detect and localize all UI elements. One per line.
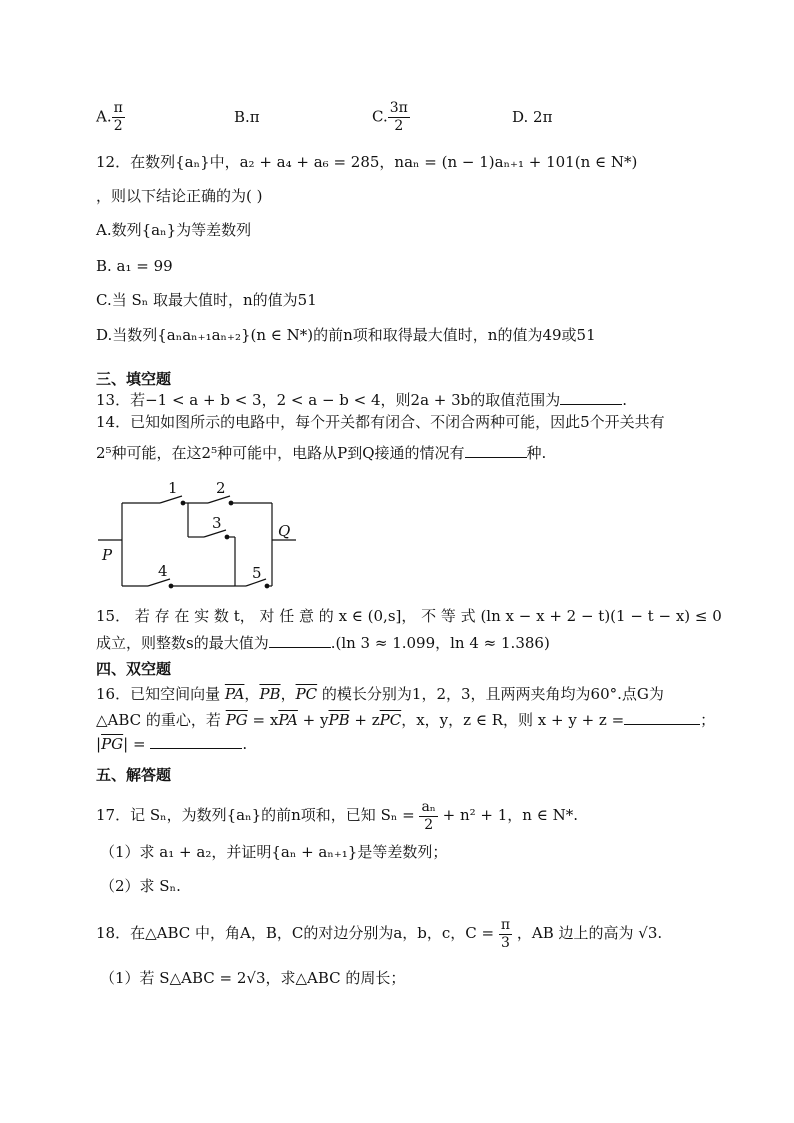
vector-pb: $\overline{PB}$: [328, 711, 350, 729]
denominator: 3: [501, 934, 510, 951]
circuit-diagram: [96, 474, 306, 594]
q14-tail: 种.: [526, 444, 547, 462]
q11-option-d: [512, 108, 552, 126]
q17-part-1: （1）求 a₁ + a₂，并证明{aₙ + aₙ₊₁}是等差数列；: [100, 843, 448, 861]
q16-text: 的模长分别为1，2，3，且两两夹角均为60°.点G为: [317, 685, 664, 703]
switch-1-label: 1: [168, 479, 178, 497]
answer-blank[interactable]: [560, 390, 622, 405]
switch-2: [208, 496, 230, 503]
fraction: [419, 799, 437, 834]
numerator: π: [113, 100, 123, 116]
q18-stem: [96, 914, 662, 952]
vector-pg: $\overline{PG}$: [225, 711, 248, 729]
q16-stem-cont2: [96, 734, 247, 754]
q14-text: 2⁵种可能，在这2⁵种可能中，电路从P到Q接通的情况有: [96, 444, 465, 462]
switch-4-label: 4: [158, 562, 168, 580]
abs-bar: |: [96, 735, 102, 753]
option-label: C.: [372, 107, 388, 126]
q12-option-b: B. a₁ = 99: [96, 257, 173, 275]
answer-blank[interactable]: [269, 633, 331, 648]
numerator: aₙ: [421, 798, 436, 815]
denominator: 2: [424, 816, 434, 833]
q16-text: 16．已知空间向量: [96, 685, 225, 703]
q16-text: ，x，y，z ∈ R，则 x + y + z =: [401, 711, 625, 729]
vector-pc: $\overline{PC}$: [295, 685, 318, 703]
q15-tail: .(ln 3 ≈ 1.099，ln 4 ≈ 1.386): [330, 634, 550, 652]
q11-option-c: [372, 100, 410, 135]
q12-option-a: A.数列{aₙ}为等差数列: [96, 221, 252, 239]
vector-pc: $\overline{PC}$: [379, 711, 402, 729]
q17-stem: [96, 796, 578, 834]
q18-text: ，AB 边上的高为 √3.: [516, 924, 663, 942]
q18-part-1: （1）若 S△ABC = 2√3，求△ABC 的周长；: [100, 969, 406, 987]
q12-stem-cont: ，则以下结论正确的为( ): [96, 187, 263, 205]
switch-4: [148, 579, 170, 586]
q13: [96, 390, 627, 410]
node-q-label: Q: [278, 522, 291, 540]
q14-stem: 14．已知如图所示的电路中，每个开关都有闭合、不闭合两种可能，因此5个开关共有: [96, 413, 665, 431]
option-label: A.: [96, 107, 112, 126]
section-heading-answer: 五、解答题: [96, 766, 172, 784]
option-label: D. 2π: [512, 108, 553, 126]
denominator: 2: [113, 118, 123, 134]
q16-stem-cont: [96, 710, 715, 730]
q17-part-2: （2）求 Sₙ.: [100, 877, 181, 895]
q17-text: 17．记 Sₙ，为数列{aₙ}的前n项和，已知 Sₙ =: [96, 806, 415, 824]
q16-text: = x: [247, 711, 279, 729]
q16-tail: ；: [700, 711, 716, 729]
vector-pa: $\overline{PA}$: [224, 685, 245, 703]
separator: ，: [280, 685, 296, 703]
q16-text: + y: [297, 711, 329, 729]
answer-blank[interactable]: [465, 443, 527, 458]
denominator: 2: [394, 118, 404, 134]
switch-1: [160, 496, 182, 503]
fraction: [388, 100, 410, 135]
q16-text: △ABC 的重心，若: [96, 711, 226, 729]
q11-option-a: [96, 100, 125, 135]
fraction: [499, 917, 512, 952]
node-p-label: P: [102, 546, 113, 564]
q14-stem-cont: [96, 443, 546, 463]
q12-option-c: C.当 Sₙ 取最大值时，n的值为51: [96, 291, 317, 309]
section-heading-double-blank: 四、双空题: [96, 660, 172, 678]
switch-2-label: 2: [216, 479, 226, 497]
separator: ，: [244, 685, 260, 703]
q12-option-d: D.当数列{aₙaₙ₊₁aₙ₊₂}(n ∈ N*)的前n项和取得最大值时，n的值为49或51: [96, 326, 596, 344]
q13-text: 13．若−1 < a + b < 3，2 < a − b < 4，则2a + 3b的取值范围为: [96, 391, 561, 409]
vector-pa: $\overline{PA}$: [278, 711, 298, 729]
q11-option-b: [234, 108, 260, 126]
fraction: [112, 100, 125, 135]
q13-tail: .: [622, 391, 628, 409]
q17-text: + n² + 1，n ∈ N*.: [442, 806, 578, 824]
q15-stem: 15． 若 存 在 实 数 t， 对 任 意 的 x ∈ (0,s]， 不 等 式 (ln x − x + 2 − t)(1 − t − x) ≤ 0: [96, 607, 722, 625]
numerator: 3π: [389, 100, 408, 116]
vector-pb: $\overline{PB}$: [259, 685, 281, 703]
q15-text: 成立，则整数s的最大值为: [96, 634, 269, 652]
vector-pg: $\overline{PG}$: [101, 735, 124, 753]
switch-3-label: 3: [212, 514, 222, 532]
q16-text: + z: [349, 711, 380, 729]
q18-text: 18．在△ABC 中，角A，B，C的对边分别为a，b，c，C =: [96, 924, 495, 942]
section-heading-fill-in: 三、填空题: [96, 370, 172, 388]
answer-blank[interactable]: [150, 734, 242, 749]
option-label: B.π: [234, 108, 260, 126]
numerator: π: [500, 916, 511, 933]
q16-stem: [96, 684, 664, 704]
answer-blank[interactable]: [624, 710, 700, 725]
q16-tail: .: [242, 735, 248, 753]
q15-stem-cont: [96, 633, 550, 653]
abs-bar: | =: [123, 735, 151, 753]
switch-5-label: 5: [252, 564, 262, 582]
q12-stem: 12．在数列{aₙ}中，a₂ + a₄ + a₆ = 285，naₙ = (n − 1)aₙ₊₁ + 101(n ∈ N*): [96, 153, 638, 171]
